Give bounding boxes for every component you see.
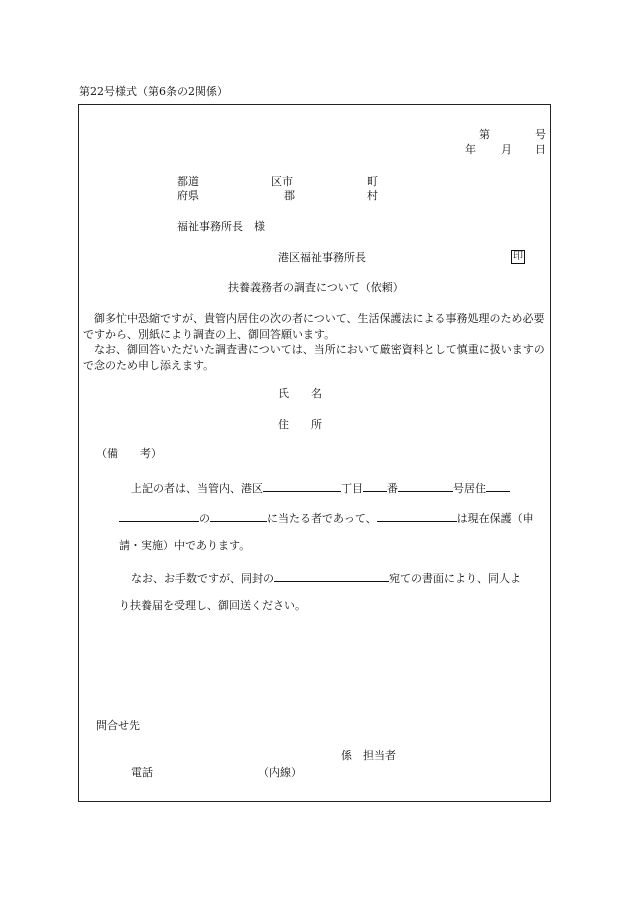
date-month: 月 [501, 143, 512, 156]
remarks-l1-c: 番 [387, 482, 398, 495]
blank-go [398, 479, 453, 492]
remarks-l1-a: 上記の者は、当管内、港区 [131, 482, 263, 495]
contact-extension: （内線） [258, 766, 302, 779]
address-machi: 町 [367, 175, 378, 188]
remarks-line-2 [119, 509, 534, 526]
blank-ban [363, 479, 387, 492]
remarks-line-5: り扶養届を受理し、御回送ください。 [119, 599, 306, 612]
remarks-l4-a: なお、お手数ですが、同封の [131, 572, 274, 585]
address-fuken: 府県 [177, 189, 199, 202]
sender: 港区福祉事務所長 [278, 251, 366, 264]
address-mura: 村 [367, 189, 378, 202]
remarks-line-3: 請・実施）中であります。 [119, 539, 251, 552]
blank-addressee [274, 569, 389, 582]
blank-chome [263, 479, 341, 492]
blank-relation [210, 509, 267, 522]
blank-person [119, 509, 199, 522]
contact-heading: 問合せ先 [96, 719, 140, 732]
blank-recipient [377, 509, 457, 522]
subject-title: 扶養義務者の調査について（依頼） [228, 281, 404, 294]
name-label: 氏 名 [278, 387, 322, 400]
form-number: 第22号様式（第6条の2関係） [79, 85, 228, 98]
date-year: 年 [465, 143, 476, 156]
body-text [83, 311, 545, 373]
remarks-line-1 [131, 479, 510, 496]
blank-residence [486, 479, 510, 492]
contact-phone: 電話 [131, 766, 153, 779]
addressee: 福祉事務所長 様 [177, 220, 265, 233]
remarks-l4-b: 宛ての書面により、同人よ [389, 572, 521, 585]
remarks-l2-a: の [199, 512, 210, 525]
body-paragraph-2: なお、御回答いただいた調査書については、当所において厳密資料として慎重に扱いますので念のため申し添えます。 [83, 343, 545, 372]
remarks-heading: （備 考） [96, 447, 162, 460]
address-label: 住 所 [278, 418, 322, 431]
address-todo: 都道 [177, 175, 199, 188]
address-kushi: 区市 [271, 175, 293, 188]
number-prefix: 第 [479, 128, 490, 141]
remarks-l2-b: に当たる者であって、 [267, 512, 377, 525]
number-suffix: 号 [535, 128, 546, 141]
remarks-l2-c: は現在保護（申 [456, 512, 534, 525]
remarks-l1-b: 丁目 [341, 482, 363, 495]
date-day: 日 [535, 143, 546, 156]
document-frame [78, 104, 551, 802]
seal-mark: 印 [513, 251, 523, 262]
contact-person: 係 担当者 [341, 749, 396, 762]
body-paragraph-1: 御多忙中恐縮ですが、貴管内居住の次の者について、生活保護法による事務処理のため必要ですから、別紙により調査の上、御回答願います。 [83, 312, 545, 341]
address-gun: 郡 [284, 189, 295, 202]
remarks-l1-d: 号居住 [453, 482, 486, 495]
remarks-line-4 [131, 569, 521, 586]
